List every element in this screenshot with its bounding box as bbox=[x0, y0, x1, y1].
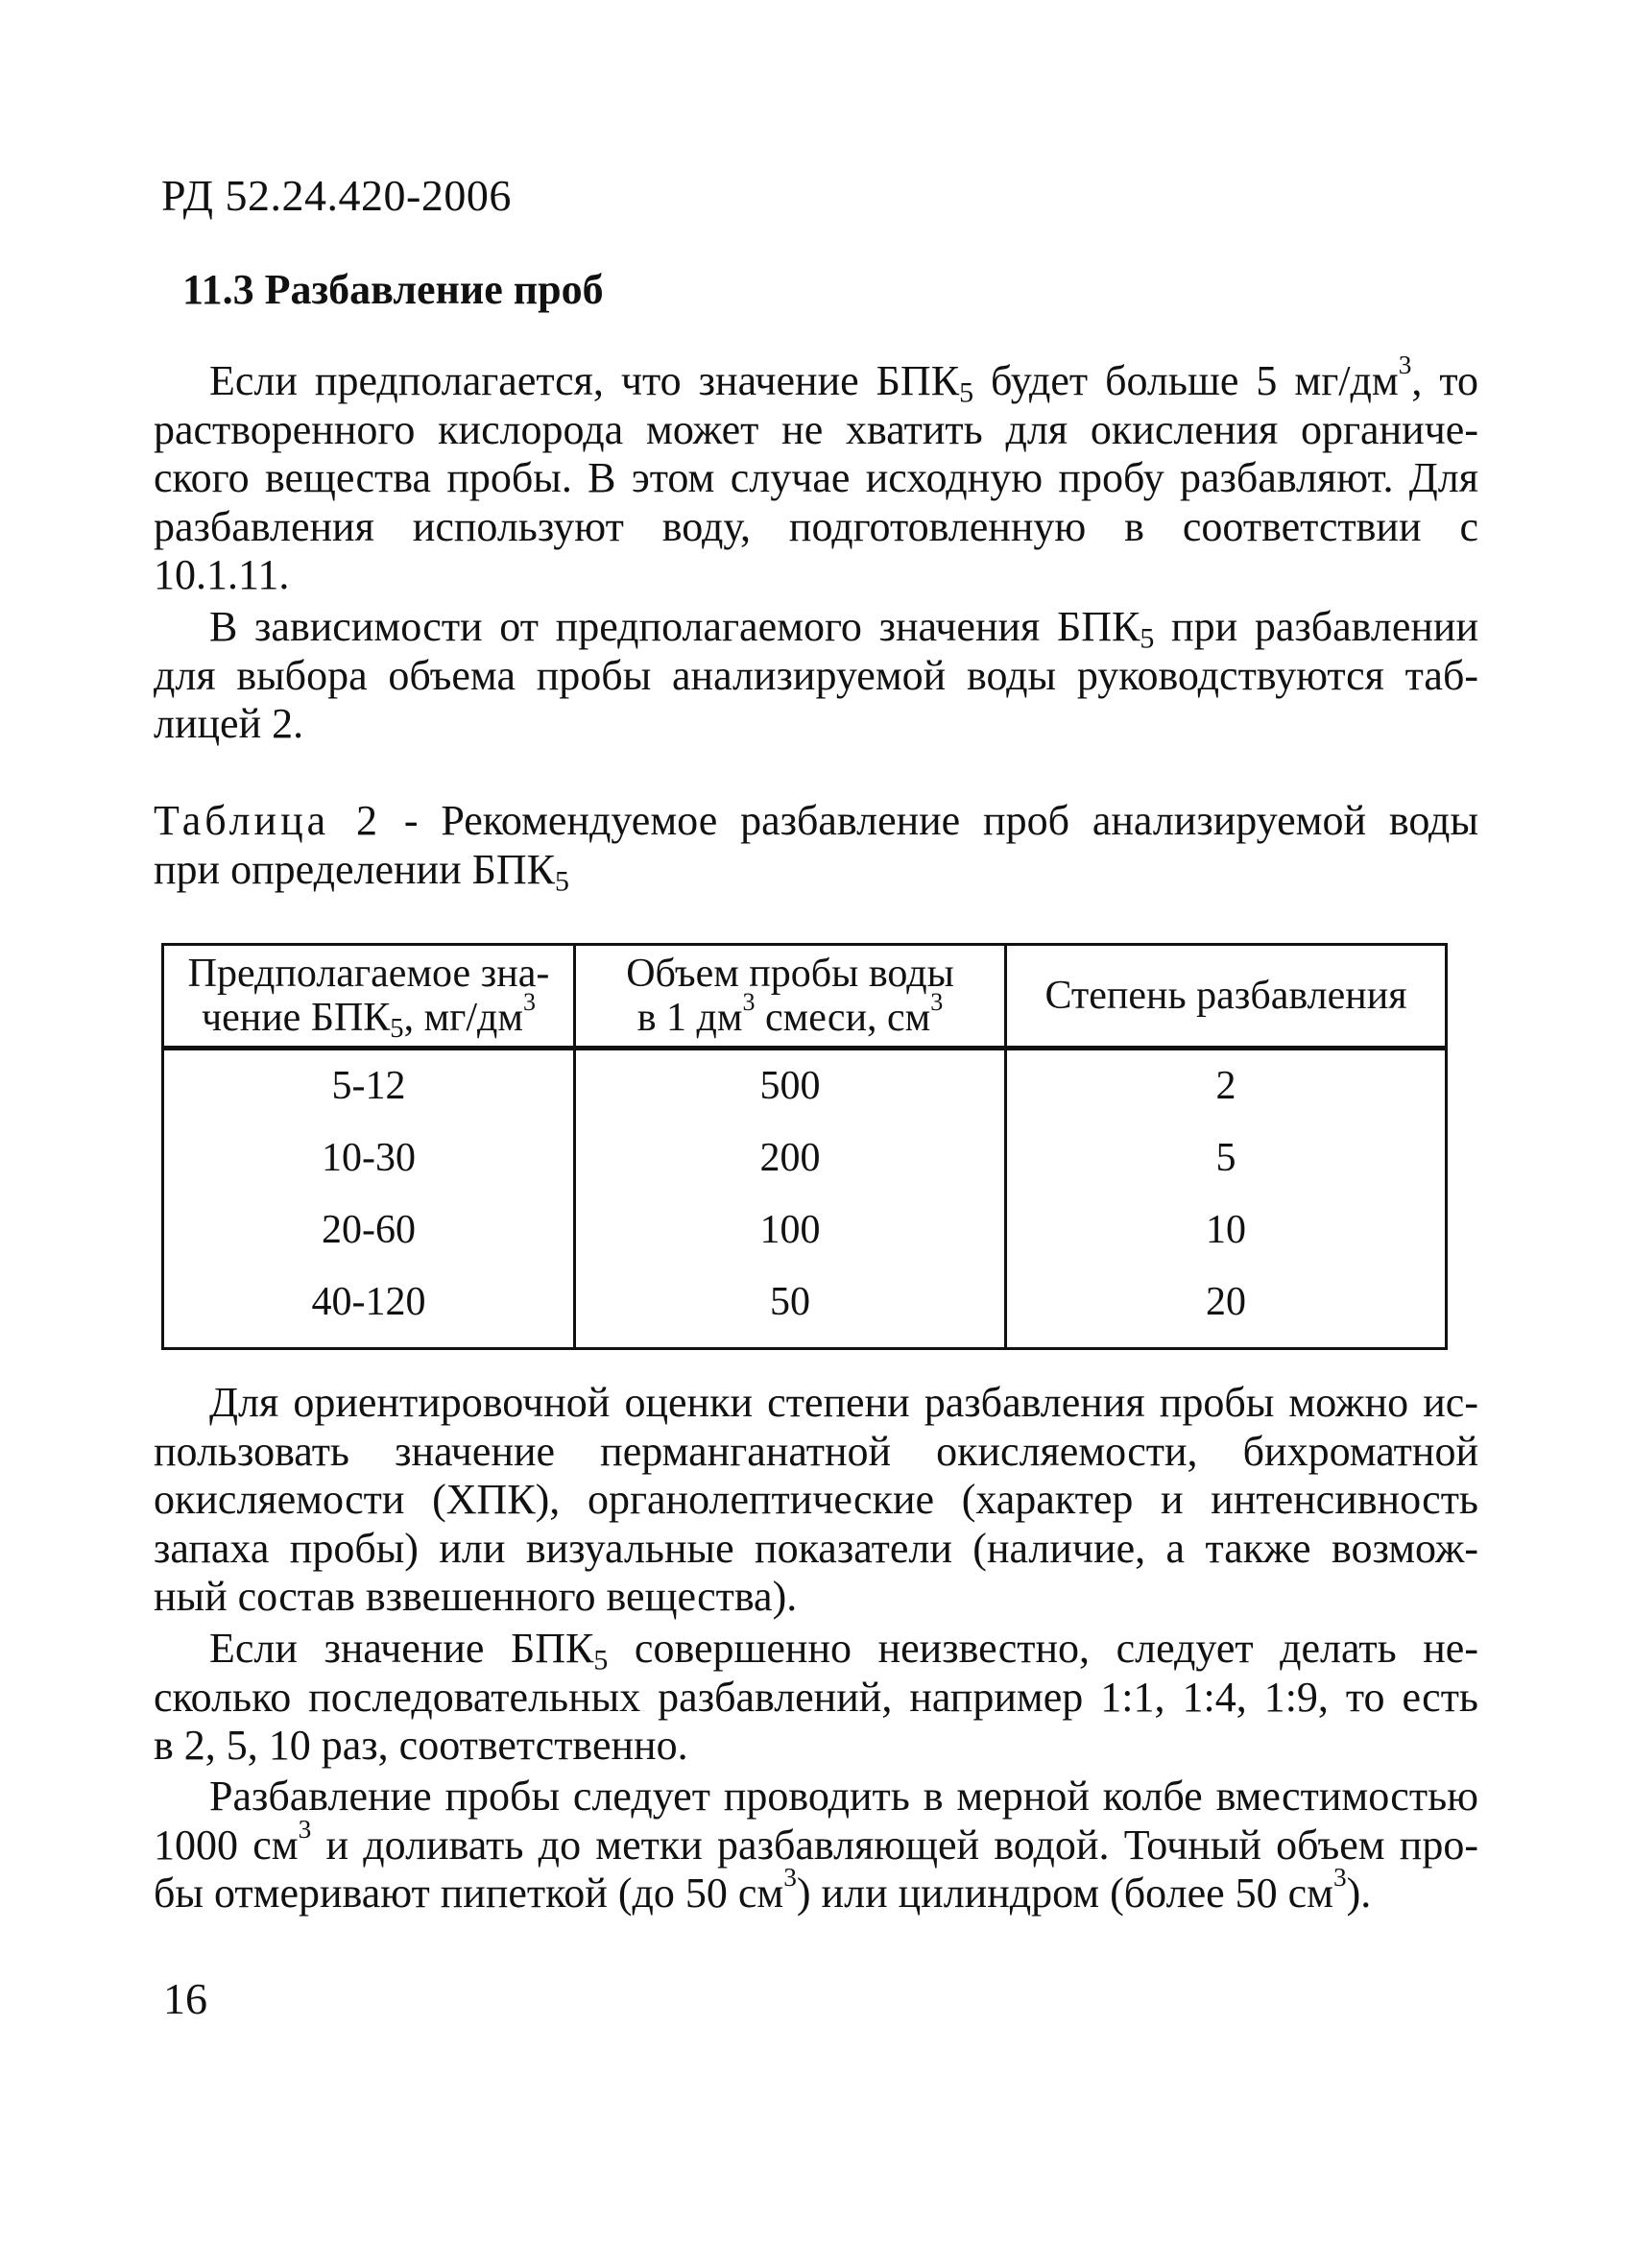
table-cell: 100 bbox=[575, 1194, 1006, 1267]
table-cell: 40-120 bbox=[163, 1267, 575, 1349]
table-header-row bbox=[163, 945, 1447, 1049]
paragraph-3 bbox=[154, 1379, 1478, 1622]
page-number: 16 bbox=[163, 1974, 207, 2023]
paragraph-line: окисляемости (ХПК), органолептические (характер и интенсивность bbox=[154, 1476, 1478, 1523]
header-dilution-degree: Степень разбавления bbox=[1006, 945, 1447, 1049]
dilution-table bbox=[161, 943, 1448, 1350]
paragraph-line: ского вещества пробы. В этом случае исходную пробу разбавляют. Для bbox=[154, 454, 1478, 501]
table-row bbox=[163, 1049, 1447, 1123]
paragraph-5 bbox=[154, 1773, 1478, 1918]
paragraph-line: бы отмеривают пипеткой (до 50 $см^3$) или цилиндром (более 50 $см^3$). bbox=[154, 1863, 1372, 1917]
table-row bbox=[163, 1122, 1447, 1194]
paragraph-4 bbox=[154, 1625, 1478, 1771]
paragraph-line: 1000 $см^3$ и доливать до метки разбавляющей водой. Точный объем про- bbox=[154, 1814, 1478, 1869]
paragraph-line: Разбавление пробы следует проводить в мерной колбе вместимостью bbox=[209, 1773, 1478, 1820]
table-row bbox=[163, 1194, 1447, 1267]
paragraph-line: в 2, 5, 10 раз, соответственно. bbox=[154, 1722, 688, 1769]
paragraph-line: лицей 2. bbox=[154, 700, 304, 747]
table-cell: 200 bbox=[575, 1122, 1006, 1194]
paragraph-line: Если предполагается, что значение $БПК_5$ будет больше 5 $мг/дм^3$, то bbox=[209, 350, 1479, 409]
paragraph-line: сколько последовательных разбавлений, например 1:1, 1:4, 1:9, то есть bbox=[154, 1673, 1478, 1721]
table-cell: 10 bbox=[1006, 1194, 1447, 1267]
header-sample-volume: Объем пробы воды в 1 $дм^3$ смеси, $см^3$ bbox=[575, 945, 1006, 1049]
table-cell: 50 bbox=[575, 1267, 1006, 1349]
document-code: РД 52.24.420-2006 bbox=[161, 171, 512, 220]
table-cell: 20-60 bbox=[163, 1194, 575, 1267]
paragraph-line: Для ориентировочной оценки степени разбавления пробы можно ис- bbox=[209, 1379, 1478, 1426]
table-cell: 500 bbox=[575, 1049, 1006, 1123]
paragraph-line: пользовать значение перманганатной окисляемости, бихроматной bbox=[154, 1427, 1478, 1475]
table-caption bbox=[154, 797, 1479, 897]
section-title: 11.3 Разбавление проб bbox=[182, 266, 604, 313]
paragraph-line: для выбора объема пробы анализируемой воды руководствуются таб- bbox=[154, 651, 1478, 699]
paragraph-line: разбавления используют воду, подготовленную в соответствии с bbox=[154, 502, 1478, 550]
table-row bbox=[163, 1267, 1447, 1349]
paragraph-line: запаха пробы) или визуальные показатели (наличие, а также возмож- bbox=[154, 1524, 1478, 1572]
table-cell: 10-30 bbox=[163, 1122, 575, 1194]
paragraph-line: Если значение $БПК_5$ совершенно неизвестно, следует делать не- bbox=[209, 1625, 1478, 1677]
table-cell: 5 bbox=[1006, 1122, 1447, 1194]
caption-line: при определении $БПК_5$ bbox=[154, 845, 569, 897]
table-cell: 20 bbox=[1006, 1267, 1447, 1349]
table-cell: 2 bbox=[1006, 1049, 1447, 1123]
paragraph-line: ный состав взвешенного вещества). bbox=[154, 1573, 798, 1620]
caption-line: Таблица 2 - Рекомендуемое разбавление проб анализируемой воды bbox=[154, 797, 1479, 844]
paragraph-line: В зависимости от предполагаемого значения $БПК_5$ при разбавлении bbox=[209, 603, 1478, 655]
header-expected-bod: Предполагаемое зна- чение $БПК_5$, $мг/дм^3$ bbox=[163, 945, 575, 1049]
paragraph-2 bbox=[154, 603, 1478, 749]
paragraph-1 bbox=[154, 350, 1479, 600]
paragraph-line: растворенного кислорода может не хватить для окисления органиче- bbox=[154, 405, 1478, 453]
paragraph-line: 10.1.11. bbox=[154, 551, 290, 598]
table-cell: 5-12 bbox=[163, 1049, 575, 1123]
